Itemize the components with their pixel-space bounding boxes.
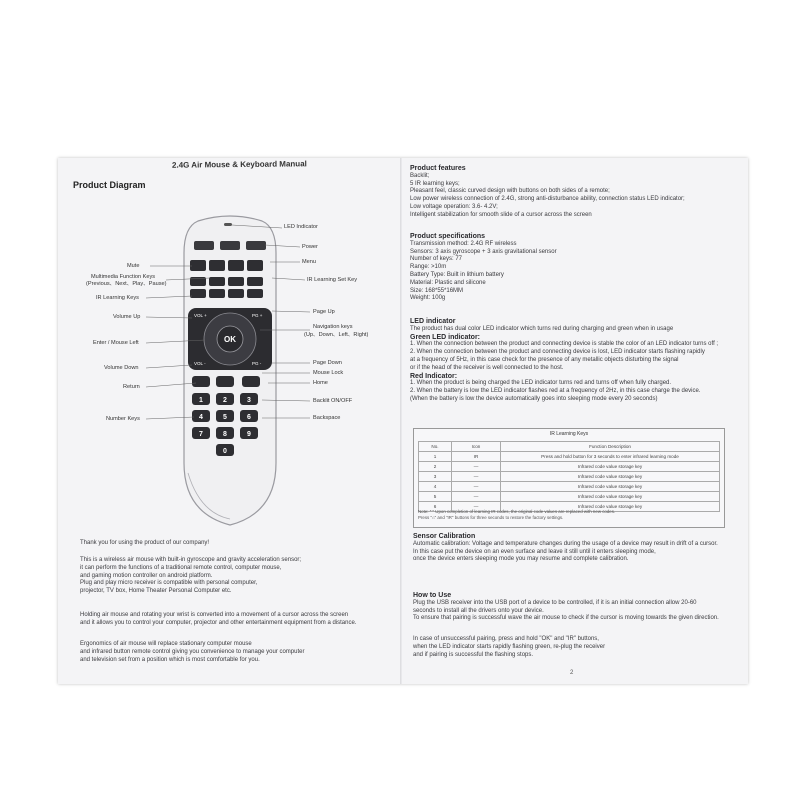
led-section [410,318,718,404]
green-led-line: or if the head of the receiver is well connected to the host. [410,364,564,371]
cell-no: 6 [419,502,452,512]
col-no: No. [419,442,452,452]
feature-item: Intelligent stabilization for smooth slide of a cursor across the screen [410,211,592,218]
intro-line: and infrared button remote control giving you convenience to manage your computer [80,648,305,655]
ir-note-line: Press "⌂" and "IR" buttons for three seconds to restore the factory settings. [418,514,564,520]
cell-no: 5 [419,492,452,502]
table-row [419,462,720,472]
label-multimedia-sub: (Previous、Next、Play、Pause) [86,281,167,287]
pg-plus-label: PG + [252,313,263,318]
howto-heading: How to Use [413,592,452,599]
digit-key-7: 7 [199,431,203,438]
ok-key-label: OK [224,335,236,344]
label-multimedia: Multimedia Function Keys [91,274,156,280]
ir-learning-table [418,441,720,512]
cell-no: 4 [419,482,452,492]
feature-item: Backlit; [410,172,430,179]
pairing-line: and if pairing is successful the flashing stops. [413,651,534,658]
intro-line: Ergonomics of air mouse will replace stationary computer mouse [80,641,252,647]
cell-function: Infrared code value storage key [501,472,720,482]
ir-table-notes [418,509,615,520]
howto-line: seconds to install all the drivers onto your device. [413,607,544,614]
digit-key-1: 1 [199,397,203,404]
spec-item: Transmission method: 2.4G RF wireless [410,240,517,247]
features-heading: Product features [410,165,466,172]
specs-section [410,233,557,303]
label-led-indicator: LED Indicator [284,224,318,230]
digit-key-9: 9 [247,431,251,438]
cell-icon: — [452,492,501,502]
feature-item: Pleasant feel, classic curved design with buttons on both sides of a remote; [410,188,610,195]
feature-item: Low voltage operation: 3.6- 4.2V; [410,203,498,210]
sensor-line: In this case put the device on an even surface and leave it still until it enters sleeping mode, [413,548,656,555]
intro-paragraph-1 [80,557,301,596]
cell-icon: — [452,472,501,482]
page-number: 2 [570,670,574,676]
ir-learning-table-box [413,428,725,528]
spec-item: Sensors: 3 axis gyroscope + 3 axis gravitational sensor [410,248,557,255]
cell-no: 2 [419,462,452,472]
howto-section [413,592,719,623]
label-return: Return [123,384,140,390]
intro-paragraph-3 [80,641,304,664]
table-row [419,492,720,502]
red-led-line: 2. When the battery is low the LED indicator flashes red at a frequency of 2Hz, in this case charge the device. [410,388,701,395]
cell-no: 1 [419,452,452,462]
cell-icon: — [452,482,501,492]
product-diagram-heading: Product Diagram [73,180,146,190]
pairing-section [413,636,605,659]
label-number-keys: Number Keys [106,416,140,422]
red-led-heading: Red Indicator: [410,372,458,380]
table-row [419,482,720,492]
cell-icon: — [452,462,501,472]
cell-function: Infrared code value storage key [501,502,720,512]
label-mute: Mute [127,263,140,269]
label-volume-up: Volume Up [113,314,141,320]
spec-item: Battery Type: Built in lithium battery [410,271,504,278]
vol-plus-label: VOL + [194,313,207,318]
label-navigation-sub: (Up、Down、Left、Right) [304,332,369,338]
label-backlit: Backlit ON/OFF [313,398,353,404]
intro-line: and it allows you to control your computer, projector and other entertainment equipment from a distance. [80,619,357,626]
cell-function: Infrared code value storage key [501,462,720,472]
howto-line: Plug the USB receiver into the USB port of a device to be controlled, if it is an initial connection allow 20-60 [413,599,697,606]
table-header-row [419,442,720,452]
digit-key-2: 2 [223,397,227,404]
feature-item: 5 IR learning keys; [410,180,460,187]
green-led-line: 2. When the connection between the product and connecting device is lost, LED indicator starts flashing rapidly [410,349,705,356]
spec-item: Material: Plastic and silicone [410,279,486,286]
digit-key-8: 8 [223,431,227,438]
intro-line: projector, TV box, Home Theater Personal Computer etc. [80,588,232,595]
intro-line: it can perform the functions of a traditional remote control, computer mouse, [80,564,282,571]
label-page-down: Page Down [313,360,342,366]
intro-line: Plug and play micro receiver is compatible with personal computer, [80,580,258,587]
green-led-line: 1. When the connection between the product and connecting device is stable the color of an LED indicator turns off ; [410,341,719,348]
red-led-line: (When the battery is low the device automatically goes into sleeping mode every 20 seconds) [410,395,658,402]
sensor-section [413,533,718,564]
cell-no: 3 [419,472,452,482]
digit-key-6: 6 [247,414,251,421]
spec-item: Size: 168*55*16MM [410,287,464,294]
pg-minus-label: PG - [252,361,262,366]
label-backspace: Backspace [313,415,341,421]
spec-item: Range: >10m [410,264,447,271]
label-mouse-lock: Mouse Lock [313,370,344,376]
led-intro: The product has dual color LED indicator which turns red during charging and green when in usage [410,325,674,332]
label-navigation: Navigation keys [313,324,353,330]
features-section [410,165,685,220]
digit-key-3: 3 [247,397,251,404]
digit-key-5: 5 [223,414,227,421]
cell-function: Press and hold button for 3 seconds to enter infrared learning mode [501,452,720,462]
label-ir-learning: IR Learning Keys [96,295,139,301]
intro-paragraph-0 [80,540,209,548]
specs-heading: Product specifications [410,233,486,240]
sensor-line: once the device enters sleeping mode you may resume and complete calibration. [413,556,629,563]
howto-line: To ensure that pairing is successful wave the air mouse to check if the cursor is moving towards the given direction. [413,615,719,622]
pairing-line: when the LED indicator starts rapidly flashing green, re-plug the receiver [413,643,606,650]
red-led-line: 1. When the product is being charged the LED indicator turns red and turns off when fully charged. [410,380,672,387]
cell-icon: IR [452,452,501,462]
table-row [419,452,720,462]
led-heading: LED indicator [410,318,456,325]
digit-key-0: 0 [223,448,227,455]
intro-line: Thank you for using the product of our company! [80,540,210,546]
col-function: Function Description [501,442,720,452]
ir-table-caption: IR Learning Keys [549,431,589,437]
digit-key-4: 4 [199,414,203,421]
spec-item: Weight: 100g [410,295,446,302]
vol-minus-label: VOL - [194,361,206,366]
ir-note-line: Note: " " Upon completion of learning IR codes, the original code values are replaced with new codes. [418,509,616,514]
green-led-line: at a frequency of 5Hz, in this case check for the presence of any metallic objects disturbing the signal [410,356,679,363]
label-enter: Enter / Mouse Left [93,340,139,346]
intro-line: and television set from a position which is most comfortable for you. [80,656,260,663]
sensor-heading: Sensor Calibration [413,533,476,540]
table-row [419,472,720,482]
manual-title: 2.4G Air Mouse & Keyboard Manual [171,159,307,170]
intro-line: This is a wireless air mouse with built-in gyroscope and gravity acceleration sensor; [80,557,302,563]
intro-line: and gaming motion controller on android platform. [80,572,213,579]
cell-icon: — [452,502,501,512]
col-icon: Icon [452,442,501,452]
cell-function: Infrared code value storage key [501,492,720,502]
intro-line: Holding air mouse and rotating your wrist is converted into a movement of a cursor across the screen [80,612,349,618]
label-ir-learning-set: IR Learning Set Key [307,277,358,283]
sensor-line: Automatic calibration: Voltage and temperature changes during the usage of a device may result in drift of a cursor. [413,540,718,547]
feature-item: Low power wireless connection of 2.4G, strong anti-disturbance ability, connection status LED indicator; [410,196,685,203]
label-page-up: Page Up [313,309,335,315]
label-volume-down: Volume Down [104,365,139,371]
green-led-heading: Green LED indicator: [410,333,481,341]
label-menu: Menu [302,259,316,265]
spec-item: Number of keys: 77 [410,256,463,263]
label-power: Power [302,244,318,250]
label-home: Home [313,380,328,386]
cell-function: Infrared code value storage key [501,482,720,492]
pairing-line: In case of unsuccessful pairing, press and hold "OK" and "IR" buttons, [413,636,599,642]
intro-paragraph-2 [80,612,356,628]
